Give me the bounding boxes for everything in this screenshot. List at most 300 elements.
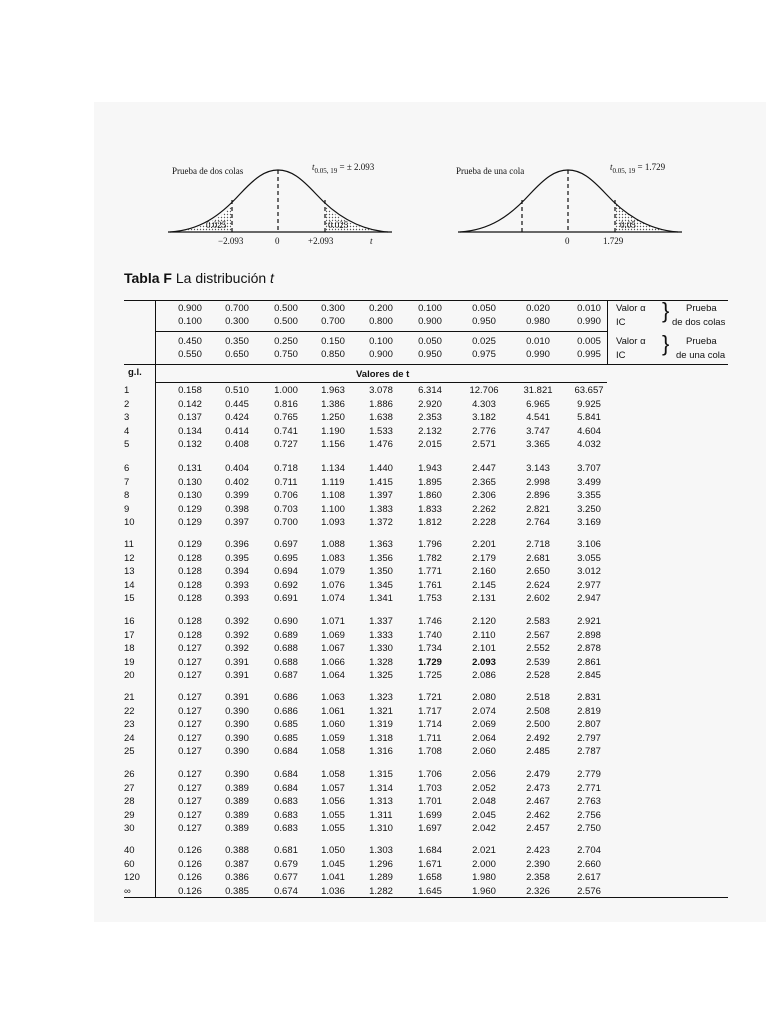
t-value-cell: 1.671 — [418, 858, 442, 870]
gl-value: 40 — [124, 845, 135, 856]
t-value-cell: 1.345 — [369, 579, 393, 591]
t-value-cell: 3.365 — [526, 439, 550, 451]
table-bottom-rule — [124, 897, 728, 898]
t-value-cell: 2.500 — [526, 719, 550, 731]
header-value: 0.010 — [526, 336, 550, 347]
t-value-cell: 2.457 — [526, 823, 550, 835]
gl-value: 15 — [124, 593, 135, 605]
t-value-cell: 2.473 — [526, 782, 550, 794]
t-value-cell: 0.129 — [178, 503, 202, 515]
t-value-cell: 1.083 — [321, 552, 345, 564]
t-value-cell: 0.127 — [178, 746, 202, 758]
t-value-cell: 1.697 — [418, 823, 442, 835]
t-value-cell: 2.358 — [526, 872, 550, 884]
t-value-cell: 2.120 — [472, 616, 496, 627]
t-value-cell: 0.387 — [225, 858, 249, 870]
t-value-cell: 1.383 — [369, 503, 393, 515]
t-value-cell: 2.518 — [526, 692, 550, 703]
t-value-cell: 2.528 — [526, 670, 550, 682]
t-value-cell: 2.763 — [577, 796, 601, 808]
one-tail-curve-figure — [450, 150, 710, 260]
header-divider-1 — [155, 331, 607, 332]
t-value-cell: 1.746 — [418, 616, 442, 627]
t-value-cell: 0.690 — [274, 616, 298, 627]
t-value-cell: 1.050 — [321, 845, 345, 856]
header-value: 0.450 — [178, 336, 202, 347]
header-value: 0.850 — [321, 349, 345, 360]
t-subscript: 0.05, 19 — [612, 166, 636, 175]
t-value-cell: 0.688 — [274, 643, 298, 655]
gl-value: 3 — [124, 412, 130, 424]
t-value-cell: 1.055 — [321, 809, 345, 821]
gl-value: 60 — [124, 858, 135, 870]
t-value-cell: 1.753 — [418, 593, 442, 605]
t-value-cell: 2.750 — [577, 823, 601, 835]
t-value-cell: 2.423 — [526, 845, 550, 856]
t-value-cell: 1.980 — [472, 872, 496, 884]
t-value-cell: 1.886 — [369, 398, 393, 410]
t-value-cell: 0.695 — [274, 552, 298, 564]
t-value-cell: 1.067 — [321, 643, 345, 655]
header-value: 0.020 — [526, 303, 550, 314]
gl-value: 20 — [124, 670, 135, 682]
gl-header: g.l. — [128, 367, 142, 378]
t-value-cell: 1.963 — [321, 385, 345, 396]
header-value: 0.990 — [577, 316, 601, 327]
t-value-cell: 1.721 — [418, 692, 442, 703]
table-top-rule — [124, 300, 728, 301]
t-value-cell: 1.314 — [369, 782, 393, 794]
t-value-cell: 0.392 — [225, 643, 249, 655]
t-value-cell: 9.925 — [577, 398, 601, 410]
t-value-cell: 1.296 — [369, 858, 393, 870]
t-value-cell: 2.145 — [472, 579, 496, 591]
legend-two-brace: } — [662, 298, 670, 323]
header-value: 0.100 — [178, 316, 202, 327]
t-value-cell: 1.066 — [321, 656, 345, 668]
legend-one-test2: de una cola — [676, 350, 726, 361]
t-value-cell: 1.071 — [321, 616, 345, 627]
gl-value: 8 — [124, 490, 130, 502]
t-value-cell: 1.708 — [418, 746, 442, 758]
t-value-cell: 0.127 — [178, 656, 202, 668]
gl-value: 13 — [124, 566, 135, 578]
gl-value: 4 — [124, 425, 130, 437]
t-value-cell: 0.402 — [225, 476, 249, 488]
header-value: 0.025 — [472, 336, 496, 347]
t-value-cell: 2.552 — [526, 643, 550, 655]
gl-value: 17 — [124, 629, 135, 641]
t-value-cell: 1.860 — [418, 490, 442, 502]
t-value-cell: 0.126 — [178, 885, 202, 897]
t-value-cell: 0.127 — [178, 782, 202, 794]
t-value-cell: 1.069 — [321, 629, 345, 641]
t-value-cell: 1.074 — [321, 593, 345, 605]
t-value-cell: 2.353 — [418, 412, 442, 424]
t-value-cell: 1.533 — [369, 425, 393, 437]
t-value-cell: 1.190 — [321, 425, 345, 437]
t-value-cell: 0.127 — [178, 643, 202, 655]
t-value-cell: 2.060 — [472, 746, 496, 758]
t-value-cell: 0.158 — [178, 385, 202, 396]
t-value-cell: 3.106 — [577, 539, 601, 550]
t-value-cell: 5.841 — [577, 412, 601, 424]
t-value-cell: 31.821 — [523, 385, 553, 396]
gl-value: 22 — [124, 705, 135, 717]
t-value-cell: 0.127 — [178, 823, 202, 835]
t-value-cell: 3.012 — [577, 566, 601, 578]
header-value: 0.950 — [472, 316, 496, 327]
t-value-cell: 1.156 — [321, 439, 345, 451]
header-value: 0.300 — [321, 303, 345, 314]
t-value-cell: 2.771 — [577, 782, 601, 794]
left-tail-label: 0.025 — [206, 220, 227, 230]
t-value-cell: 1.100 — [321, 503, 345, 515]
t-value-cell: 2.660 — [577, 858, 601, 870]
t-value-cell: 1.372 — [369, 517, 393, 529]
header-value: 0.700 — [321, 316, 345, 327]
t-value: = 1.729 — [635, 162, 666, 172]
t-value-cell: 0.126 — [178, 858, 202, 870]
t-value-cell: 0.392 — [225, 629, 249, 641]
t-value-cell: 1.729 — [418, 656, 442, 668]
gl-value: 12 — [124, 552, 135, 564]
t-value-cell: 0.127 — [178, 732, 202, 744]
t-value-cell: 0.685 — [274, 719, 298, 731]
header-value: 0.975 — [472, 349, 496, 360]
t-value-cell: 0.390 — [225, 769, 249, 780]
t-value-cell: 1.796 — [418, 539, 442, 550]
gl-value: 24 — [124, 732, 135, 744]
t-value-cell: 0.677 — [274, 872, 298, 884]
t-value-cell: 1.318 — [369, 732, 393, 744]
t-value-cell: 1.714 — [418, 719, 442, 731]
legend-two-test2: de dos colas — [672, 317, 726, 328]
t-value-cell: 1.315 — [369, 769, 393, 780]
gl-value: 27 — [124, 782, 135, 794]
t-value-cell: 2.021 — [472, 845, 496, 856]
t-value-cell: 1.782 — [418, 552, 442, 564]
table-title-var: t — [270, 270, 274, 286]
t-value-cell: 1.316 — [369, 746, 393, 758]
t-value-cell: 1.960 — [472, 885, 496, 897]
t-value-cell: 4.604 — [577, 425, 601, 437]
t-value-cell: 0.399 — [225, 490, 249, 502]
t-value-cell: 2.390 — [526, 858, 550, 870]
legend-one-ic: IC — [616, 350, 626, 361]
t-value-cell: 2.306 — [472, 490, 496, 502]
header-value: 0.500 — [274, 316, 298, 327]
t-value-cell: 0.510 — [225, 385, 249, 396]
t-value-cell: 2.042 — [472, 823, 496, 835]
t-value-cell: 2.681 — [526, 552, 550, 564]
t-value-cell: 0.393 — [225, 593, 249, 605]
t-value-cell: 2.228 — [472, 517, 496, 529]
one-tail-t-label — [610, 162, 665, 175]
t-value-cell: 0.127 — [178, 719, 202, 731]
t-value-cell: 0.397 — [225, 517, 249, 529]
t-value-cell: 2.947 — [577, 593, 601, 605]
t-value-cell: 2.539 — [526, 656, 550, 668]
gl-value: 10 — [124, 517, 135, 529]
t-value-cell: 0.694 — [274, 566, 298, 578]
t-value-cell: 2.447 — [472, 463, 496, 474]
t-value-cell: 2.262 — [472, 503, 496, 515]
t-value-cell: 1.684 — [418, 845, 442, 856]
header-value: 0.990 — [526, 349, 550, 360]
t-value-cell: 4.303 — [472, 398, 496, 410]
t-value-cell: 1.476 — [369, 439, 393, 451]
t-value-cell: 2.485 — [526, 746, 550, 758]
t-value-cell: 2.064 — [472, 732, 496, 744]
t-value-cell: 0.683 — [274, 796, 298, 808]
header-value: 0.800 — [369, 316, 393, 327]
legend-one-test1: Prueba — [686, 336, 717, 347]
one-tail-caption: Prueba de una cola — [456, 166, 525, 176]
t-value-cell: 0.127 — [178, 705, 202, 717]
t-value-cell: 3.355 — [577, 490, 601, 502]
t-value-cell: 0.130 — [178, 476, 202, 488]
t-value-cell: 0.392 — [225, 616, 249, 627]
t-value-cell: 1.058 — [321, 769, 345, 780]
t-value-cell: 1.356 — [369, 552, 393, 564]
t-value-cell: 1.812 — [418, 517, 442, 529]
t-value-cell: 1.699 — [418, 809, 442, 821]
gl-value: 19 — [124, 656, 135, 668]
t-value-cell: 1.303 — [369, 845, 393, 856]
bell-curve — [170, 170, 388, 232]
gl-value: 120 — [124, 872, 140, 884]
t-value-cell: 0.390 — [225, 732, 249, 744]
t-value-cell: 2.779 — [577, 769, 601, 780]
t-value-cell: 0.127 — [178, 670, 202, 682]
header-value: 0.980 — [526, 316, 550, 327]
t-value-cell: 1.055 — [321, 823, 345, 835]
t-value-cell: 2.977 — [577, 579, 601, 591]
t-value-cell: 0.130 — [178, 490, 202, 502]
t-value-cell: 1.333 — [369, 629, 393, 641]
t-value-cell: 1.645 — [418, 885, 442, 897]
t-value-cell: 2.056 — [472, 769, 496, 780]
t-value-cell: 1.337 — [369, 616, 393, 627]
t-value-cell: 1.350 — [369, 566, 393, 578]
t-value-cell: 0.128 — [178, 593, 202, 605]
bell-curve — [460, 170, 678, 232]
gl-value: 11 — [124, 539, 134, 550]
t-value-cell: 1.717 — [418, 705, 442, 717]
t-value-cell: 1.063 — [321, 692, 345, 703]
t-value-cell: 0.391 — [225, 692, 249, 703]
legend-one-brace: } — [662, 331, 670, 356]
t-value-cell: 0.681 — [274, 845, 298, 856]
header-value: 0.250 — [274, 336, 298, 347]
t-value-cell: 3.169 — [577, 517, 601, 529]
t-value-cell: 2.807 — [577, 719, 601, 731]
t-value-cell: 2.764 — [526, 517, 550, 529]
t-value-cell: 1.059 — [321, 732, 345, 744]
header-value: 0.005 — [577, 336, 601, 347]
t-value-cell: 1.064 — [321, 670, 345, 682]
t-value-cell: 0.385 — [225, 885, 249, 897]
t-value-cell: 2.624 — [526, 579, 550, 591]
t-value-cell: 1.386 — [321, 398, 345, 410]
t-value-cell: 1.740 — [418, 629, 442, 641]
gl-value: 26 — [124, 769, 135, 780]
gl-value: 29 — [124, 809, 135, 821]
t-value-cell: 2.045 — [472, 809, 496, 821]
t-value-cell: 0.689 — [274, 629, 298, 641]
t-value-cell: 1.250 — [321, 412, 345, 424]
t-value-cell: 3.747 — [526, 425, 550, 437]
t-value-cell: 0.404 — [225, 463, 249, 474]
t-value-cell: 2.048 — [472, 796, 496, 808]
t-value-cell: 1.041 — [321, 872, 345, 884]
t-value-cell: 0.389 — [225, 796, 249, 808]
legend-two-alpha: Valor α — [616, 303, 646, 314]
header-value: 0.950 — [418, 349, 442, 360]
t-value-cell: 2.467 — [526, 796, 550, 808]
t-value-cell: 1.045 — [321, 858, 345, 870]
t-value-cell: 0.393 — [225, 579, 249, 591]
t-symbol: t — [312, 162, 315, 172]
t-value-cell: 2.508 — [526, 705, 550, 717]
t-value-cell: 0.127 — [178, 769, 202, 780]
legend-two-ic: IC — [616, 317, 626, 328]
axis-variable: t — [370, 236, 373, 246]
t-value-cell: 2.617 — [577, 872, 601, 884]
t-value-cell: 2.797 — [577, 732, 601, 744]
t-value-cell: 0.700 — [274, 517, 298, 529]
t-value-cell: 0.390 — [225, 746, 249, 758]
t-value-cell: 0.686 — [274, 705, 298, 717]
t-value-cell: 1.313 — [369, 796, 393, 808]
gl-value: 14 — [124, 579, 135, 591]
t-value-cell: 0.126 — [178, 845, 202, 856]
t-value-cell: 2.086 — [472, 670, 496, 682]
right-tail-label: 0.05 — [620, 220, 636, 230]
gl-value: 7 — [124, 476, 130, 488]
t-value-cell: 2.110 — [472, 629, 496, 641]
t-value-cell: 0.679 — [274, 858, 298, 870]
t-value-cell: 2.326 — [526, 885, 550, 897]
t-value-cell: 2.179 — [472, 552, 496, 564]
axis-tick-zero: 0 — [275, 236, 280, 246]
axis-tick-zero: 0 — [565, 236, 570, 246]
header-value: 0.995 — [577, 349, 601, 360]
axis-tick-neg: −2.093 — [218, 236, 244, 246]
t-value-cell: 2.896 — [526, 490, 550, 502]
t-value-cell: 1.119 — [321, 476, 345, 488]
t-value-cell: 2.776 — [472, 425, 496, 437]
t-value-cell: 2.998 — [526, 476, 550, 488]
t-value-cell: 0.684 — [274, 769, 298, 780]
t-value-cell: 0.683 — [274, 809, 298, 821]
t-value-cell: 2.000 — [472, 858, 496, 870]
table-title-prefix: Tabla F — [124, 270, 172, 286]
t-value-cell: 2.756 — [577, 809, 601, 821]
t-value-cell: 1.328 — [369, 656, 393, 668]
legend-two-test1: Prueba — [686, 303, 717, 314]
t-value-cell: 2.898 — [577, 629, 601, 641]
t-value-cell: 1.734 — [418, 643, 442, 655]
t-value-cell: 2.567 — [526, 629, 550, 641]
t-value-cell: 2.093 — [472, 656, 496, 668]
t-value-cell: 0.128 — [178, 616, 202, 627]
t-value-cell: 0.386 — [225, 872, 249, 884]
t-value-cell: 0.389 — [225, 782, 249, 794]
header-value: 0.150 — [321, 336, 345, 347]
t-value-cell: 2.571 — [472, 439, 496, 451]
t-value-cell: 0.683 — [274, 823, 298, 835]
header-value: 0.100 — [418, 303, 442, 314]
gl-value: 9 — [124, 503, 130, 515]
gl-value: 30 — [124, 823, 135, 835]
t-value-cell: 0.706 — [274, 490, 298, 502]
t-value-cell: 0.134 — [178, 425, 202, 437]
t-value-cell: 0.390 — [225, 705, 249, 717]
t-value-cell: 0.674 — [274, 885, 298, 897]
t-subscript: 0.05, 19 — [314, 166, 338, 175]
header-value: 0.900 — [418, 316, 442, 327]
gl-column-rule — [155, 300, 156, 898]
t-value-cell: 6.314 — [418, 385, 442, 396]
t-value-cell: 0.128 — [178, 579, 202, 591]
t-value-cell: 0.127 — [178, 692, 202, 703]
t-value-cell: 0.131 — [178, 463, 202, 474]
t-value-cell: 0.685 — [274, 732, 298, 744]
t-value-cell: 1.076 — [321, 579, 345, 591]
t-value-cell: 2.845 — [577, 670, 601, 682]
legend-one-alpha: Valor α — [616, 336, 646, 347]
t-value-cell: 0.137 — [178, 412, 202, 424]
t-value-cell: 1.088 — [321, 539, 345, 550]
t-value-cell: 1.895 — [418, 476, 442, 488]
gl-value: 18 — [124, 643, 135, 655]
t-value-cell: 2.861 — [577, 656, 601, 668]
t-value-cell: 1.725 — [418, 670, 442, 682]
t-value-cell: 0.398 — [225, 503, 249, 515]
t-value-cell: 3.078 — [369, 385, 393, 396]
t-value-cell: 63.657 — [574, 385, 604, 396]
t-value-cell: 2.132 — [418, 425, 442, 437]
t-value-cell: 1.108 — [321, 490, 345, 502]
gl-value: 21 — [124, 692, 135, 703]
t-value-cell: 1.706 — [418, 769, 442, 780]
t-symbol: t — [610, 162, 613, 172]
header-value: 0.050 — [472, 303, 496, 314]
t-value-cell: 6.965 — [526, 398, 550, 410]
t-value-cell: 1.134 — [321, 463, 345, 474]
t-value-cell: 1.060 — [321, 719, 345, 731]
t-value-cell: 0.684 — [274, 746, 298, 758]
header-value: 0.700 — [225, 303, 249, 314]
t-value-cell: 4.541 — [526, 412, 550, 424]
t-value-cell: 2.462 — [526, 809, 550, 821]
header-value: 0.350 — [225, 336, 249, 347]
t-value-cell: 1.289 — [369, 872, 393, 884]
header-value: 0.550 — [178, 349, 202, 360]
t-value-cell: 0.697 — [274, 539, 298, 550]
header-value: 0.650 — [225, 349, 249, 360]
axis-tick-crit: 1.729 — [603, 236, 624, 246]
t-value-cell: 2.821 — [526, 503, 550, 515]
gl-value: 28 — [124, 796, 135, 808]
t-value-cell: 1.638 — [369, 412, 393, 424]
header-divider-2 — [124, 364, 728, 365]
t-value-cell: 1.341 — [369, 593, 393, 605]
t-value-cell: 2.718 — [526, 539, 550, 550]
t-value-cell: 0.816 — [274, 398, 298, 410]
